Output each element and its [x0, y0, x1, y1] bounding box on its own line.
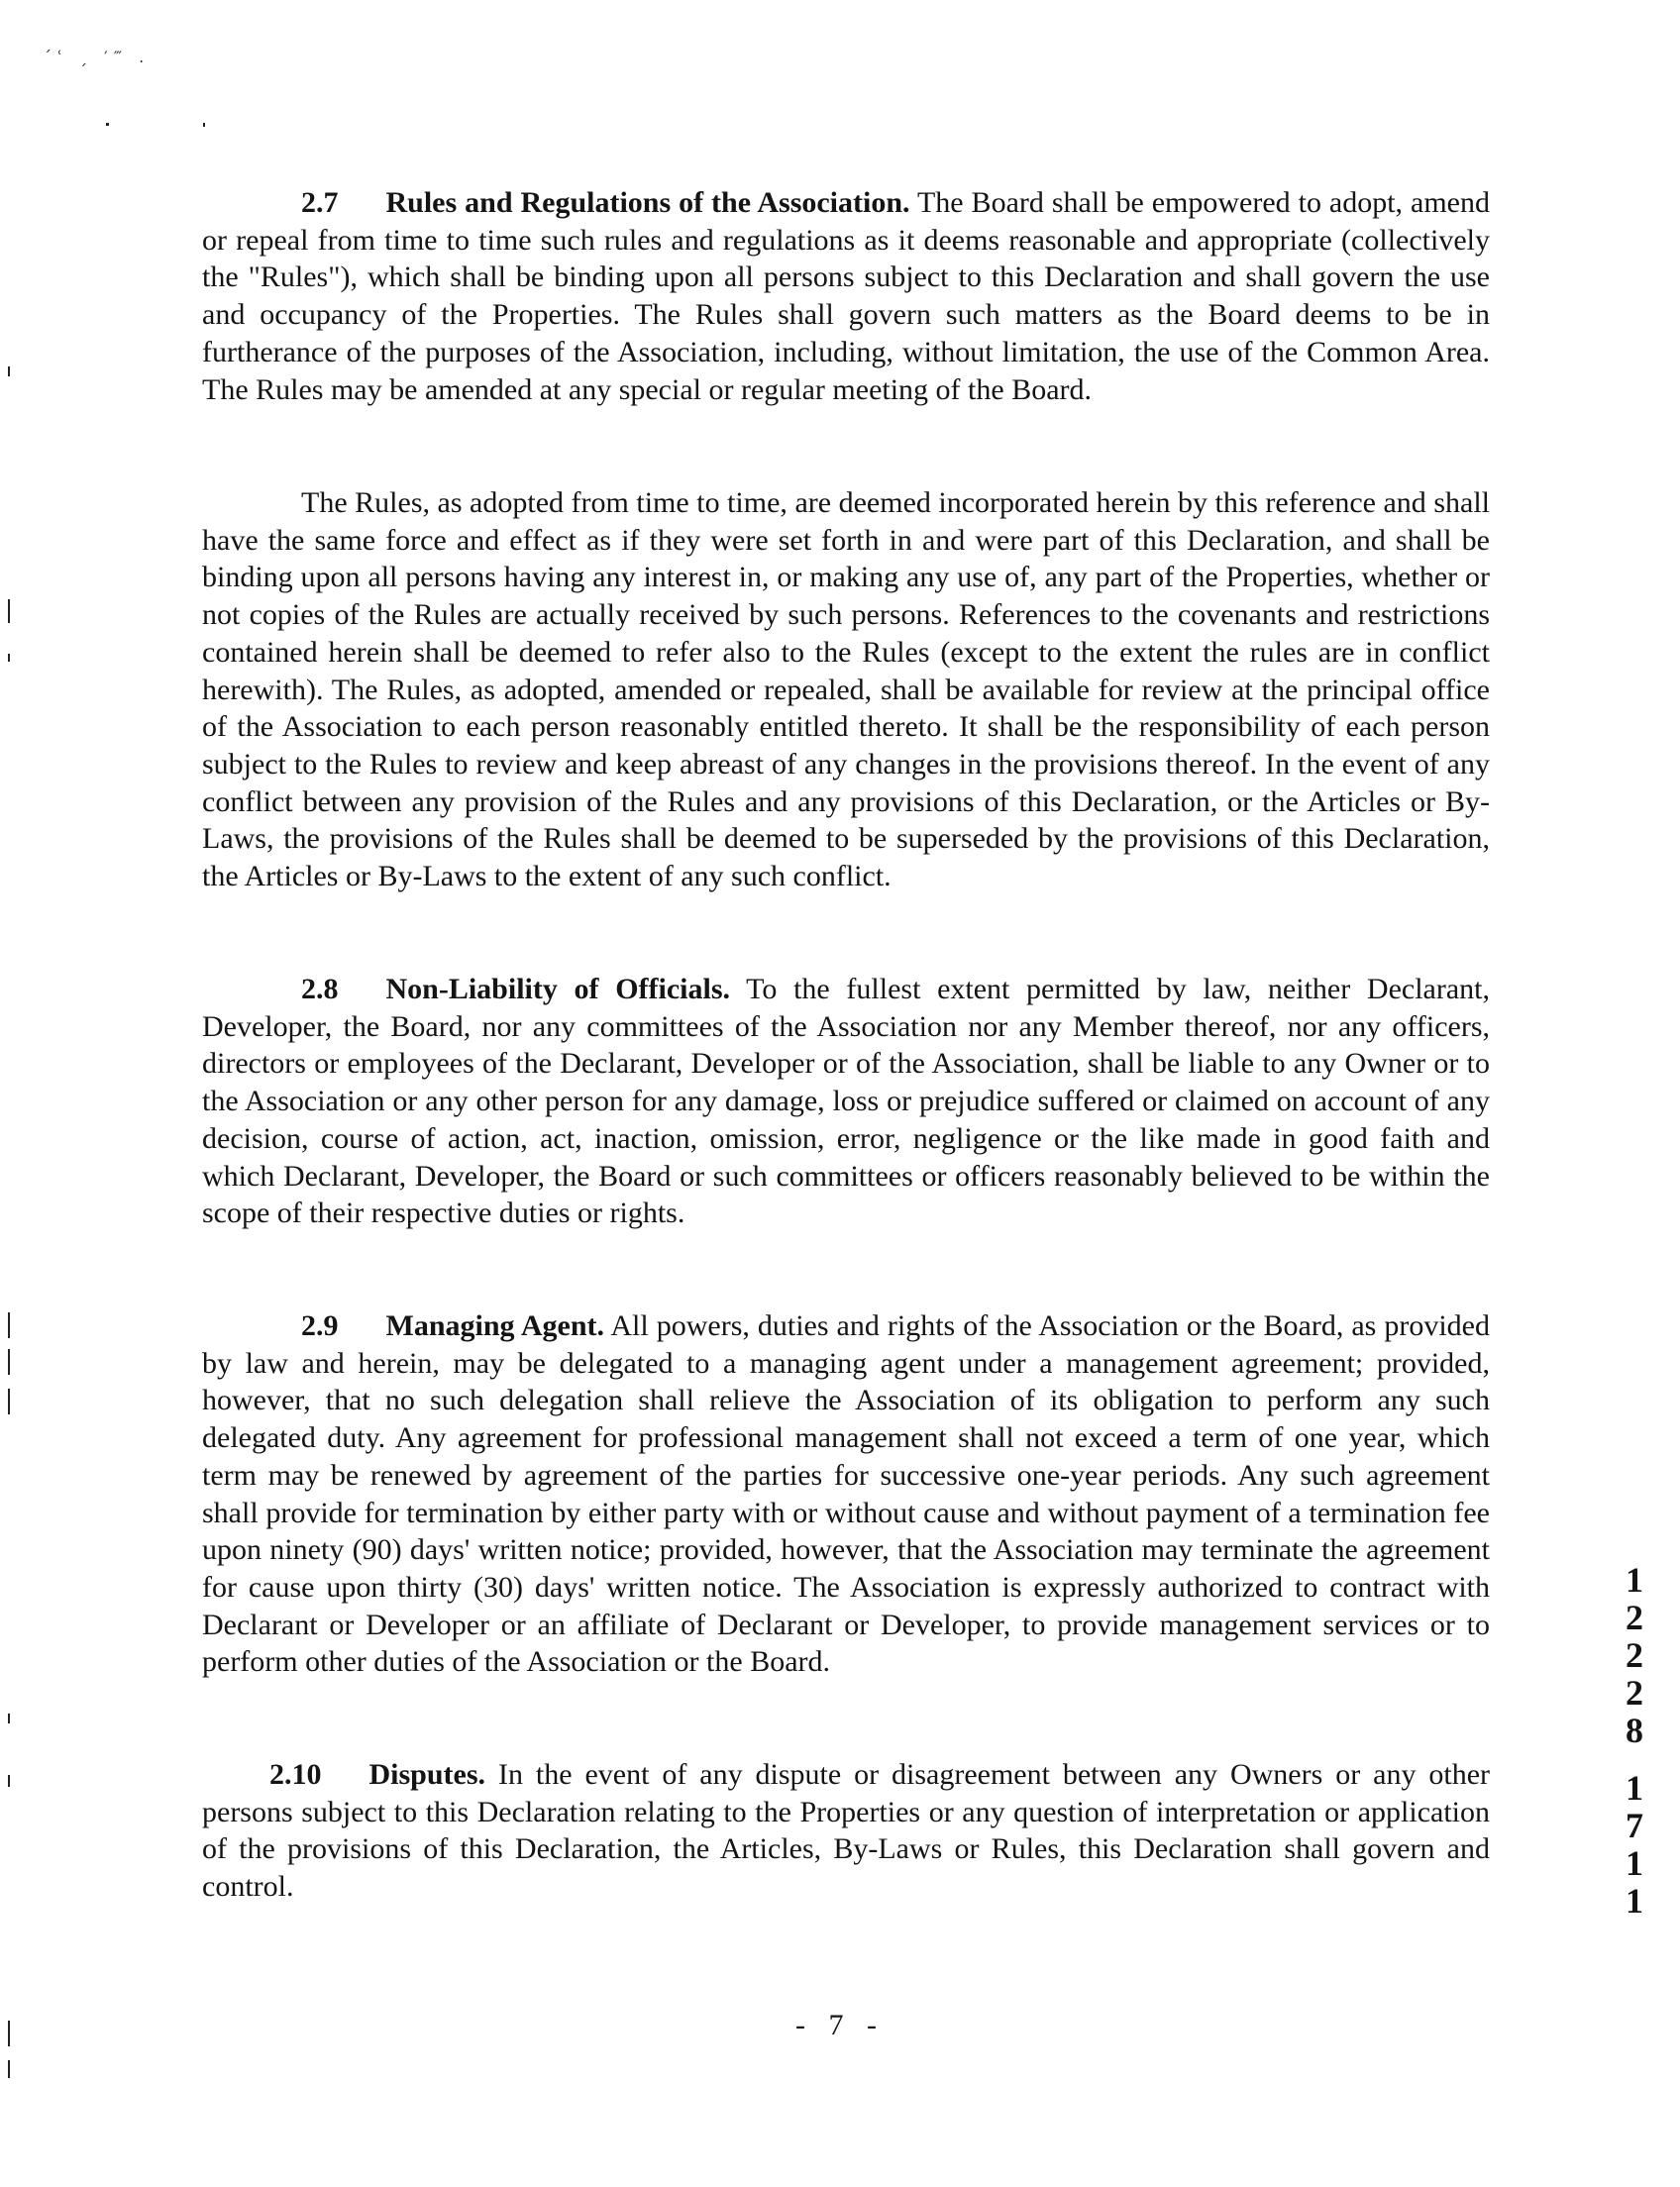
scan-mark [8, 1775, 10, 1787]
stamp-digit: 2 [1626, 1673, 1643, 1713]
scan-mark [8, 654, 10, 662]
section-text: In the event of any dispute or disagreement between any Owners or any other persons subject to this Declaration relating to the Properties or any question of interpretation or application of the provisions of this Declaration, the Articles, By-Laws or Rules, this Declaration shall govern and control. [202, 1758, 1491, 1904]
scan-mark [8, 1312, 10, 1338]
section-2-10 [202, 1756, 1490, 1906]
section-title: Disputes. [368, 1758, 486, 1791]
section-title: Rules and Regulations of the Association. [385, 186, 910, 219]
scan-mark [106, 123, 109, 126]
stamp-digit: 7 [1626, 1806, 1643, 1845]
section-number: 2.8 [301, 973, 339, 1005]
corner-scan-marks: ´ʿ ˏ ′‴ . [44, 48, 151, 66]
section-text: All powers, duties and rights of the Association or the Board, as provided by law and herein, may be delegated to a managing agent under a management agreement; provided, however, that no such delegation shall relieve the Association of its obligation to perform any such delegated duty. Any agreement for professional management shall not exceed a term of one year, which term may be renewed by agreement of the parties for successive one-year periods. Any such agreement shall provide for termination by either party with or without cause and without payment of a termination fee upon ninety (90) days' written notice; provided, however, that the Association may terminate the agreement for cause upon thirty (30) days' written notice. The Association is expressly authorized to contract with Declarant or Developer or an affiliate of Declarant or Developer, to provide management services or to perform other duties of the Association or the Board. [202, 1309, 1490, 1679]
section-text: The Rules, as adopted from time to time, are deemed incorporated herein by this reference and shall have the same force and effect as if they were set forth in and were part of this Declaration, and shall be binding upon all persons having any interest in, or making any use of, any part of the Properties, whether or not copies of the Rules are actually received by such persons. References to the covenants and restrictions contained herein shall be deemed to refer also to the Rules (except to the extent the rules are in conflict herewith). The Rules, as adopted, amended or repealed, shall be available for review at the principal office of the Association to each person reasonably entitled thereto. It shall be the responsibility of each person subject to the Rules to review and keep abreast of any changes in the provisions thereof. In the event of any conflict between any provision of the Rules and any provisions of this Declaration, or the Articles or By-Laws, the provisions of the Rules shall be deemed to be superseded by the provisions of this Declaration, the Articles or By-Laws to the extent of any such conflict. [202, 486, 1490, 893]
stamp-digit: 1 [1626, 1768, 1643, 1808]
stamp-digit: 1 [1626, 1881, 1643, 1921]
scan-mark [8, 599, 10, 623]
scan-mark [8, 366, 10, 376]
recording-page-number [1617, 1769, 1652, 1920]
stamp-digit: 1 [1626, 1843, 1643, 1883]
scan-mark [8, 2060, 10, 2078]
section-number: 2.7 [301, 186, 339, 219]
section-2-8 [202, 971, 1490, 1232]
stamp-digit: 1 [1626, 1560, 1643, 1600]
scan-mark [8, 1389, 10, 1414]
section-title: Non-Liability of Officials. [385, 973, 731, 1005]
stamp-digit: 8 [1626, 1711, 1643, 1750]
section-text: The Board shall be empowered to adopt, amend or repeal from time to time such rules and regulations as it deems reasonable and appropriate (collectively the "Rules"), which shall be binding upon all persons subject to this Declaration and shall govern the use and occupancy of the Properties. The Rules shall govern such matters as the Board deems to be in furtherance of the purposes of the Association, including, without limitation, the use of the Common Area. The Rules may be amended at any special or regular meeting of the Board. [202, 186, 1490, 406]
page-number: - 7 - [795, 2009, 885, 2041]
section-number: 2.9 [301, 1309, 339, 1342]
scan-mark [8, 1349, 10, 1375]
section-title: Managing Agent. [385, 1309, 605, 1342]
stamp-digit: 2 [1626, 1598, 1643, 1637]
section-2-7-paragraph-2 [202, 484, 1490, 895]
recording-book-number [1617, 1561, 1652, 1749]
section-number: 2.10 [269, 1758, 322, 1791]
section-2-9 [202, 1307, 1490, 1681]
section-2-7 [202, 184, 1490, 408]
section-text: To the fullest extent permitted by law, neither Declarant, Developer, the Board, nor any committees of the Association nor any Member thereof, nor any officers, directors or employees of the Declarant, Developer or of the Association, shall be liable to any Owner or to the Association or any other person for any damage, loss or prejudice suffered or claimed on account of any decision, course of action, act, inaction, omission, error, negligence or the like made in good faith and which Declarant, Developer, the Board or such committees or officers reasonably believed to be within the scope of their respective duties or rights. [202, 973, 1490, 1230]
scan-mark [8, 1714, 10, 1723]
stamp-digit: 2 [1626, 1635, 1643, 1675]
scan-mark [203, 123, 205, 127]
